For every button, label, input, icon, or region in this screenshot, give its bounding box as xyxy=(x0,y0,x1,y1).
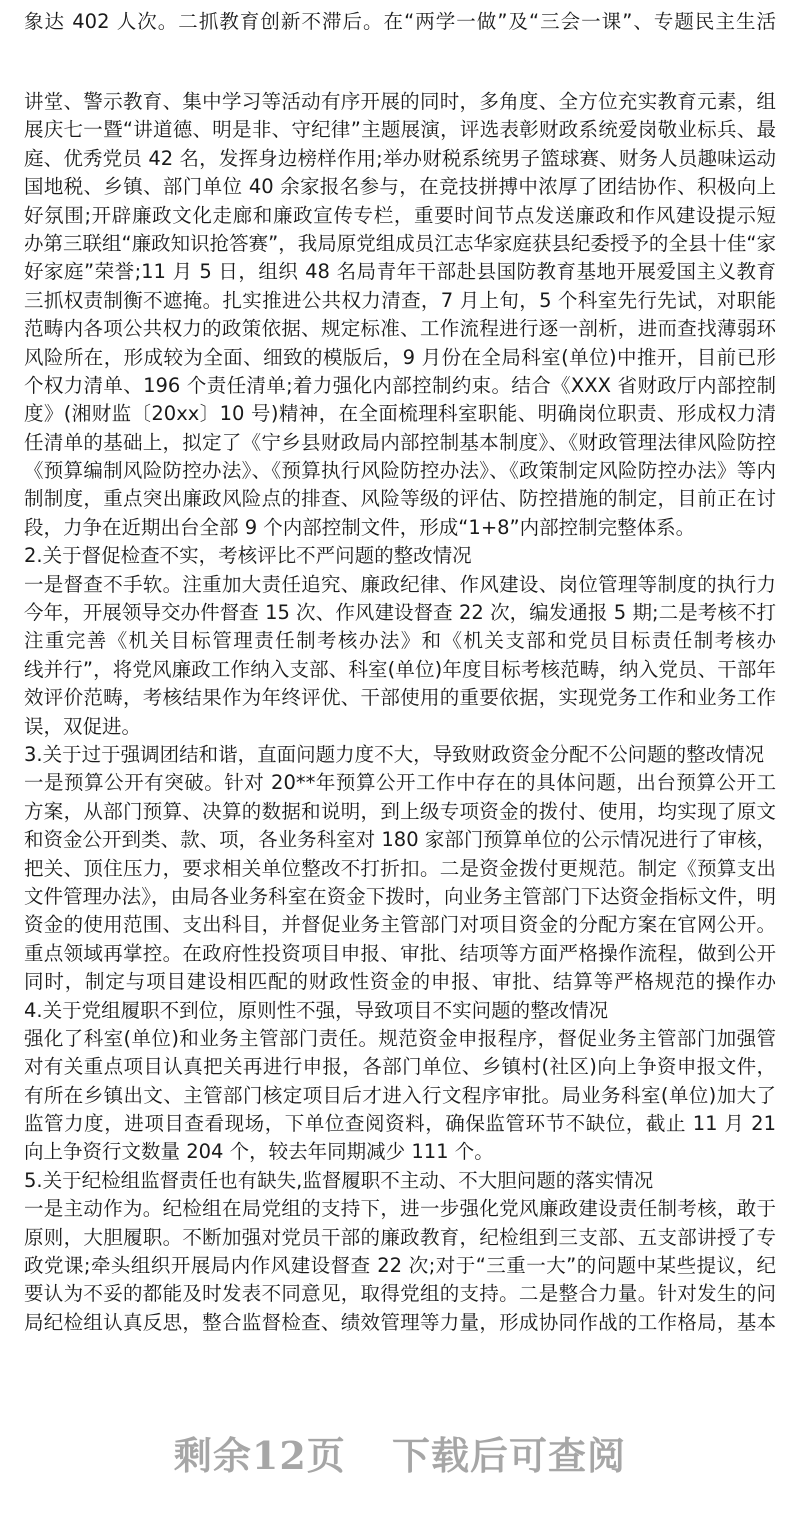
text-line: 办第三联组“廉政知识抢答赛”，我局原党组成员江志华家庭获县纪委授予的全县十佳“家 xyxy=(24,231,776,255)
text-line: 好家庭”荣誉;11 月 5 日，组织 48 名局青年干部赴县国防教育基地开展爱国主义教育 xyxy=(24,260,776,284)
text-line: 4.关于党组履职不到位，原则性不强，导致项目不实问题的整改情况 xyxy=(24,998,609,1022)
text-line: 2.关于督促检查不实，考核评比不严问题的整改情况 xyxy=(24,544,472,568)
text-line: 对有关重点项目认真把关再进行申报，各部门单位、乡镇村(社区)向上争资申报文件， xyxy=(24,1055,776,1079)
text-line: 向上争资行文数量 204 个，较去年同期减少 111 个。 xyxy=(24,1140,494,1164)
text-line: 范畴内各项公共权力的政策依据、规定标准、工作流程进行逐一剖析，进而查找薄弱环 xyxy=(24,317,776,341)
text-line: 有所在乡镇出文、主管部门核定项目后才进入行文程序审批。局业务科室(单位)加大了 xyxy=(24,1083,776,1107)
remaining-pages-label: 剩余12页 xyxy=(173,1433,346,1478)
text-line: 注重完善《机关目标管理责任制考核办法》和《机关支部和党员目标责任制考核办 xyxy=(24,629,776,653)
text-line: 线并行”，将党风廉政工作纳入支部、科室(单位)年度目标考核范畴，纳入党员、干部年 xyxy=(24,657,776,681)
text-line: 误，双促进。 xyxy=(24,714,142,738)
text-line: 度》(湘财监〔20xx〕10 号)精神，在全面梳理科室职能、明确岗位职责、形成权力清 xyxy=(24,402,776,426)
text-line: 三抓权责制衡不遮掩。扎实推进公共权力清查，7 月上旬，5 个科室先行先试，对职能 xyxy=(24,288,776,312)
download-prompt-banner[interactable] xyxy=(0,1425,800,1480)
text-line: 一是主动作为。纪检组在局党组的支持下，进一步强化党风廉政建设责任制考核，敢于 xyxy=(24,1197,776,1221)
text-line: 要认为不妥的都能及时发表不同意见，取得党组的支持。二是整合力量。针对发生的问 xyxy=(24,1282,776,1306)
text-line: 今年，开展领导交办件督查 15 次、作风建设督查 22 次，编发通报 5 期;二是考核不打 xyxy=(24,601,776,625)
text-line: 一是预算公开有突破。针对 20**年预算公开工作中存在的具体问题，出台预算公开工 xyxy=(24,771,776,795)
text-line: 国地税、乡镇、部门单位 40 余家报名参与，在竞技拼搏中浓厚了团结协作、积极向上 xyxy=(24,175,776,199)
text-line: 局纪检组认真反思，整合监督检查、绩效管理等力量，形成协同作战的工作格局，基本 xyxy=(24,1310,776,1334)
text-line: 象达 402 人次。二抓教育创新不滞后。在“两学一做”及“三会一课”、专题民主生活 xyxy=(24,10,776,33)
text-line: 制制度，重点突出廉政风险点的排查、风险等级的评估、防控措施的制定，目前正在讨 xyxy=(24,487,776,511)
text-line: 展庆七一暨“讲道德、明是非、守纪律”主题展演，评选表彰财政系统爱岗敬业标兵、最 xyxy=(24,118,776,142)
text-line: 文件管理办法》，由局各业务科室在资金下拨时，向业务主管部门下达资金指标文件，明 xyxy=(24,884,776,908)
text-line: 重点领域再掌控。在政府性投资项目申报、审批、结项等方面严格操作流程，做到公开 xyxy=(24,941,776,965)
text-line: 把关、顶住压力，要求相关单位整改不打折扣。二是资金拨付更规范。制定《预算支出 xyxy=(24,856,776,880)
text-line: 任清单的基础上，拟定了《宁乡县财政局内部控制基本制度》、《财政管理法律风险防控 xyxy=(24,430,776,454)
text-line: 段，力争在近期出台全部 9 个内部控制文件，形成“1+8”内部控制完整体系。 xyxy=(24,515,696,539)
text-line: 庭、优秀党员 42 名，发挥身边榜样作用;举办财税系统男子篮球赛、财务人员趣味运动 xyxy=(24,146,776,170)
text-line: 好氛围;开辟廉政文化走廊和廉政宣传专栏，重要时间节点发送廉政和作风建设提示短 xyxy=(24,203,776,227)
text-line: 政党课;牵头组织开展局内作风建设督查 22 次;对于“三重一大”的问题中某些提议，纪 xyxy=(24,1254,776,1278)
document-body xyxy=(24,88,776,1337)
text-line: 和资金公开到类、款、项，各业务科室对 180 家部门预算单位的公示情况进行了审核， xyxy=(24,828,776,852)
text-line: 同时，制定与项目建设相匹配的财政性资金的申报、审批、结算等严格规范的操作办 xyxy=(24,970,776,994)
text-line: 个权力清单、196 个责任清单;着力强化内部控制约束。结合《XXX 省财政厅内部控制 xyxy=(24,373,776,397)
text-line: 资金的使用范围、支出科目，并督促业务主管部门对项目资金的分配方案在官网公开。 xyxy=(24,913,776,937)
text-line: 强化了科室(单位)和业务主管部门责任。规范资金申报程序，督促业务主管部门加强管 xyxy=(24,1026,776,1050)
text-line: 风险所在，形成较为全面、细致的模版后，9 月份在全局科室(单位)中推开，目前已形 xyxy=(24,345,776,369)
text-line: 方案，从部门预算、决算的数据和说明，到上级专项资金的拨付、使用，均实现了原文 xyxy=(24,799,776,823)
text-line: 3.关于过于强调团结和谐，直面问题力度不大，导致财政资金分配不公问题的整改情况 xyxy=(24,742,765,766)
document-top-fragment xyxy=(24,8,776,36)
text-line: 讲堂、警示教育、集中学习等活动有序开展的同时，多角度、全方位充实教育元素，组 xyxy=(24,90,776,113)
download-to-view-label: 下载后可查阅 xyxy=(392,1433,627,1478)
text-line: 《预算编制风险防控办法》、《预算执行风险防控办法》、《政策制定风险防控办法》等内 xyxy=(24,459,776,483)
text-line: 一是督查不手软。注重加大责任追究、廉政纪律、作风建设、岗位管理等制度的执行力 xyxy=(24,572,776,596)
text-line: 监管力度，进项目查看现场，下单位查阅资料，确保监管环节不缺位，截止 11 月 21 xyxy=(24,1112,776,1136)
text-line: 原则，大胆履职。不断加强对党员干部的廉政教育，纪检组到三支部、五支部讲授了专 xyxy=(24,1225,776,1249)
text-line: 5.关于纪检组监督责任也有缺失,监督履职不主动、不大胆问题的落实情况 xyxy=(24,1168,654,1192)
text-line: 效评价范畴，考核结果作为年终评优、干部使用的重要依据，实现党务工作和业务工作 xyxy=(24,686,776,710)
